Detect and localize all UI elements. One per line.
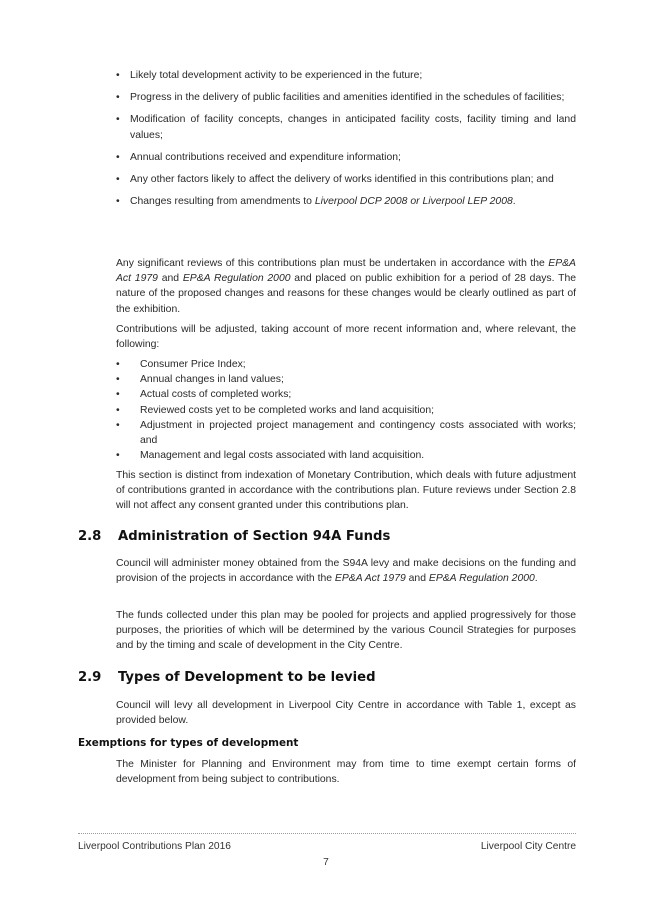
distinct-paragraph: This section is distinct from indexation of Monetary Contribution, which deals with future adjustment of contributions granted in accordance with the contributions plan. Future reviews under Section 2.8 will not affect any consent granted under this contributions plan.	[116, 470, 576, 512]
page-number: 7	[323, 857, 329, 868]
adjust-paragraph: Contributions will be adjusted, taking account of more recent information and, where relevant, the following:	[116, 324, 576, 351]
section-2-8-paragraph-1: Council will administer money obtained from the S94A levy and make decisions on the funding and provision of the projects in accordance with the EP&A Act 1979 and EP&A Regulation 2000.	[116, 558, 576, 585]
footer-divider	[78, 833, 576, 834]
review-paragraph: Any significant reviews of this contributions plan must be undertaken in accordance with the EP&A Act 1979 and EP&A Regulation 2000 and placed on public exhibition for a period of 28 days. The nature of the proposed changes and reasons for these changes would be clearly outlined as part of the exhibition.	[116, 258, 577, 315]
list-item: • Annual contributions received and expenditure information;	[116, 150, 576, 165]
adjustment-list	[116, 357, 576, 463]
list-item: • Actual costs of completed works;	[116, 387, 576, 402]
list-item: • Likely total development activity to be experienced in the future;	[116, 68, 576, 83]
review-factors-list	[116, 68, 576, 216]
section-heading-2-9: 2.9 Types of Development to be levied	[78, 670, 376, 685]
section-2-9-paragraph-1: Council will levy all development in Liverpool City Centre in accordance with Table 1, except as provided below.	[116, 700, 576, 727]
list-item: • Adjustment in projected project management and contingency costs associated with works; and	[116, 418, 576, 448]
footer-location: Liverpool City Centre	[480, 841, 576, 852]
list-item: • Any other factors likely to affect the delivery of works identified in this contributions plan; and	[116, 172, 576, 187]
list-item: • Annual changes in land values;	[116, 372, 576, 387]
list-item: • Modification of facility concepts, changes in anticipated facility costs, facility timing and land values;	[116, 112, 576, 142]
list-item: • Reviewed costs yet to be completed works and land acquisition;	[116, 403, 576, 418]
list-item: • Changes resulting from amendments to Liverpool DCP 2008 or Liverpool LEP 2008.	[116, 194, 576, 209]
section-2-8-paragraph-2: The funds collected under this plan may be pooled for projects and applied progressively for those purposes, the priorities of which will be determined by the various Council Strategies for purposes and by the timing and scale of development in the City Centre.	[116, 610, 576, 652]
list-item: • Consumer Price Index;	[116, 357, 576, 372]
exemptions-subheading: Exemptions for types of development	[78, 737, 299, 749]
section-heading-2-8: 2.8 Administration of Section 94A Funds	[78, 529, 391, 544]
section-2-9-paragraph-2: The Minister for Planning and Environment may from time to time exempt certain forms of development from being subject to contributions.	[116, 759, 576, 786]
list-item: • Progress in the delivery of public facilities and amenities identified in the schedules of facilities;	[116, 90, 576, 105]
footer-document-title: Liverpool Contributions Plan 2016	[78, 841, 231, 852]
list-item: • Management and legal costs associated with land acquisition.	[116, 448, 576, 463]
